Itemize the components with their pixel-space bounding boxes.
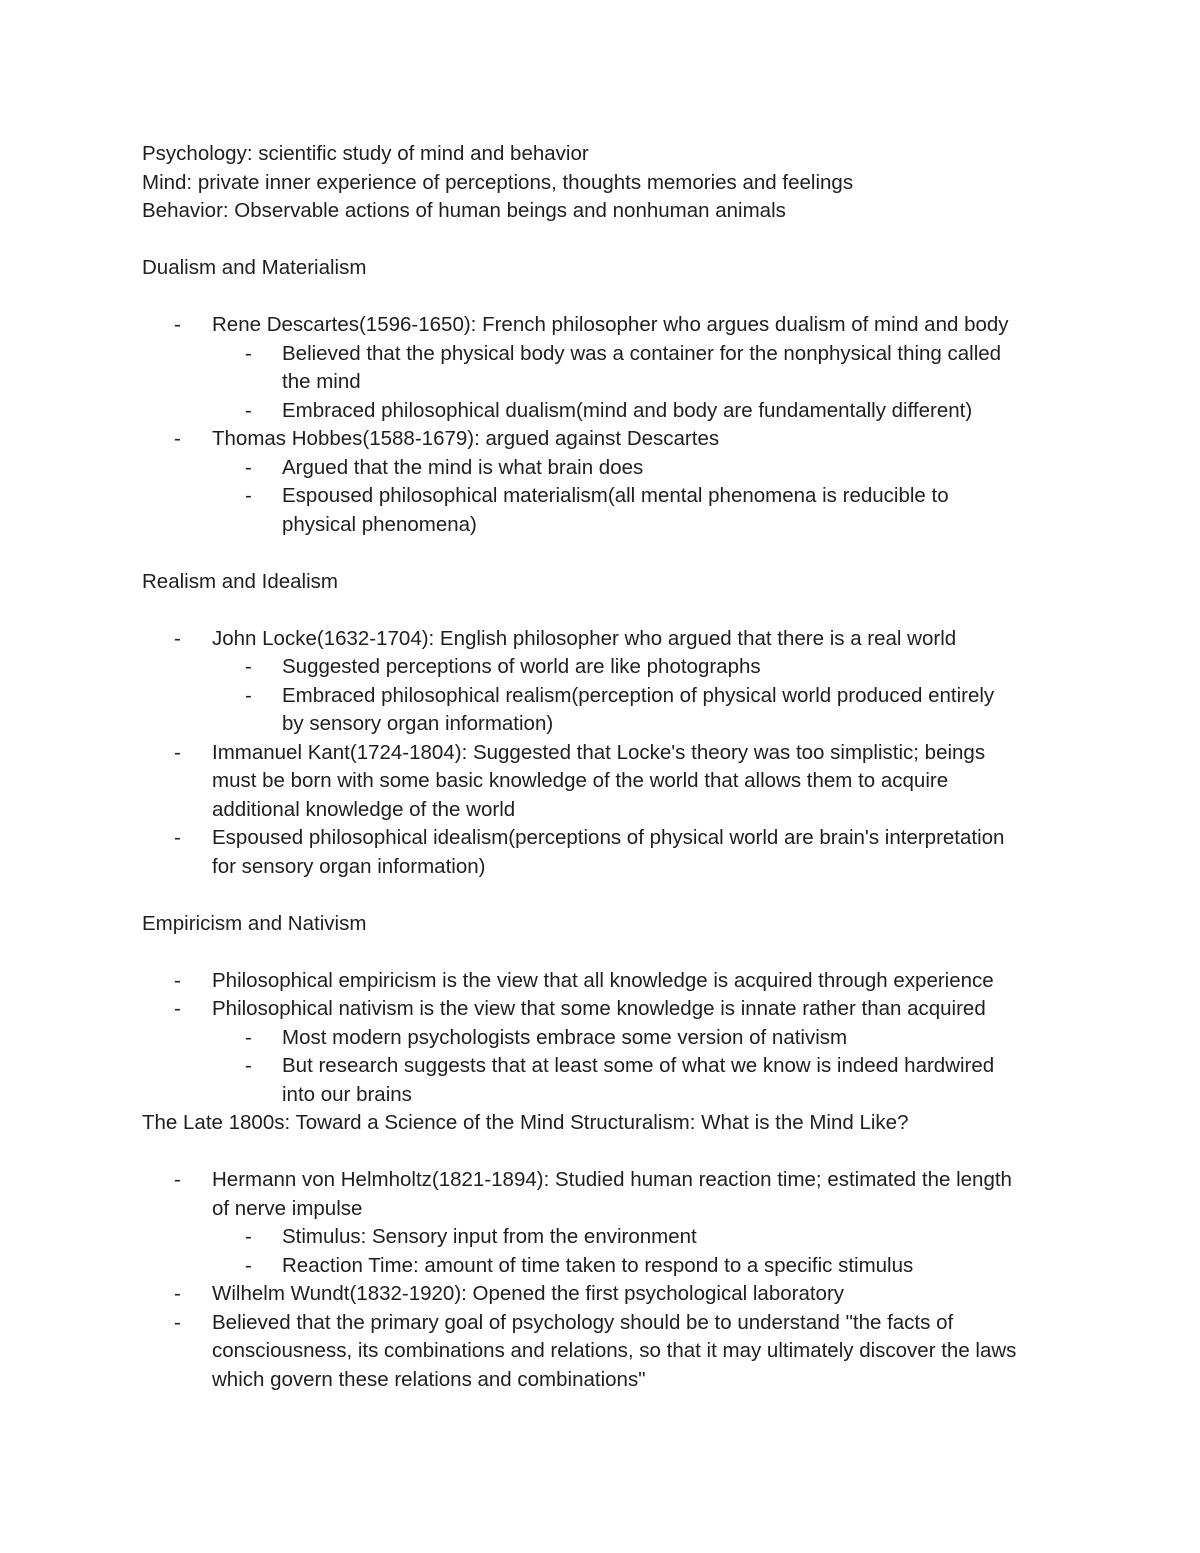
section-heading-dualism: Dualism and Materialism xyxy=(142,256,367,279)
list-item-text: Suggested perceptions of world are like photographs xyxy=(282,655,761,678)
list-item-continuation: additional knowledge of the world xyxy=(212,797,516,821)
bullet-dash: - xyxy=(245,1253,252,1277)
list-item xyxy=(142,653,1072,682)
list-item xyxy=(142,1280,1072,1309)
spacer xyxy=(142,226,1072,255)
list-item-text: Immanuel Kant(1724-1804): Suggested that Locke's theory was too simplistic; beings xyxy=(212,740,986,764)
document-page xyxy=(142,140,1072,1394)
bullet-dash: - xyxy=(245,341,252,365)
list-item-continuation: physical phenomena) xyxy=(282,512,477,536)
list-item xyxy=(142,967,1072,996)
list-item-text: Embraced philosophical dualism(mind and body are fundamentally different) xyxy=(282,398,973,422)
list-item-text: John Locke(1632-1704): English philosopher who argued that there is a real world xyxy=(212,626,957,650)
bullet-dash: - xyxy=(174,626,181,650)
section-heading-empiricism: Empiricism and Nativism xyxy=(142,911,367,935)
list-item-continuation: of nerve impulse xyxy=(212,1196,363,1220)
list-item-text: Most modern psychologists embrace some version of nativism xyxy=(282,1025,848,1049)
list-item-text: Embraced philosophical realism(perception of physical world produced entirely xyxy=(282,683,995,707)
bullet-dash: - xyxy=(174,1282,181,1305)
list-item-text: Reaction Time: amount of time taken to respond to a specific stimulus xyxy=(282,1253,914,1277)
bullet-dash: - xyxy=(245,1054,252,1077)
list-item-continuation: by sensory organ information) xyxy=(282,712,554,735)
list-item-continuation: must be born with some basic knowledge of the world that allows them to acquire xyxy=(212,769,949,792)
list-item-continuation: which govern these relations and combinations" xyxy=(212,1367,646,1391)
list-item-text: Espoused philosophical idealism(perceptions of physical world are brain's interpretation xyxy=(212,826,1005,849)
list-item-continuation: the mind xyxy=(282,370,361,393)
list-item xyxy=(142,1223,1072,1252)
list-item xyxy=(142,682,1072,711)
list-item-text: Stimulus: Sensory input from the environment xyxy=(282,1225,697,1248)
list-item xyxy=(142,1024,1072,1053)
list-item xyxy=(142,397,1072,426)
list-item xyxy=(142,625,1072,654)
list-item xyxy=(142,995,1072,1024)
list-item-text: Hermann von Helmholtz(1821-1894): Studied human reaction time; estimated the length xyxy=(212,1168,1012,1191)
bullet-dash: - xyxy=(245,683,252,707)
list-item xyxy=(142,824,1072,853)
list-item-text: But research suggests that at least some of what we know is indeed hardwired xyxy=(282,1054,995,1077)
list-item xyxy=(142,1252,1072,1281)
list-item-text: Argued that the mind is what brain does xyxy=(282,455,644,479)
list-item xyxy=(142,340,1072,369)
bullet-dash: - xyxy=(174,1168,181,1191)
list-item xyxy=(142,311,1072,340)
bullet-dash: - xyxy=(245,484,252,507)
spacer xyxy=(142,596,1072,625)
list-item xyxy=(142,1166,1072,1195)
bullet-dash: - xyxy=(174,997,181,1020)
bullet-dash: - xyxy=(245,455,252,479)
definition-psychology: Psychology: scientific study of mind and behavior xyxy=(142,142,589,165)
bullet-dash: - xyxy=(245,398,252,422)
section-heading-late-1800s: The Late 1800s: Toward a Science of the Mind Structuralism: What is the Mind Like? xyxy=(142,1111,909,1134)
list-item-text: Espoused philosophical materialism(all mental phenomena is reducible to xyxy=(282,484,949,507)
bullet-dash: - xyxy=(174,1310,181,1334)
bullet-dash: - xyxy=(245,655,252,678)
list-item xyxy=(142,1052,1072,1081)
bullet-dash: - xyxy=(245,1025,252,1049)
spacer xyxy=(142,881,1072,910)
list-item-continuation: for sensory organ information) xyxy=(212,854,486,878)
list-item-text: Rene Descartes(1596-1650): French philosopher who argues dualism of mind and body xyxy=(212,313,1009,336)
spacer xyxy=(142,539,1072,568)
list-item-text: Philosophical nativism is the view that some knowledge is innate rather than acquired xyxy=(212,997,986,1020)
list-item-text: Thomas Hobbes(1588-1679): argued against Descartes xyxy=(212,427,720,450)
list-item-text: Wilhelm Wundt(1832-1920): Opened the first psychological laboratory xyxy=(212,1282,845,1305)
bullet-dash: - xyxy=(174,740,181,764)
list-item-text: Believed that the physical body was a container for the nonphysical thing called xyxy=(282,341,1002,365)
bullet-dash: - xyxy=(174,968,181,992)
spacer xyxy=(142,1138,1072,1167)
bullet-dash: - xyxy=(245,1225,252,1248)
bullet-dash: - xyxy=(174,313,181,336)
definition-mind: Mind: private inner experience of perceptions, thoughts memories and feelings xyxy=(142,170,854,194)
list-item xyxy=(142,739,1072,768)
list-item-text: Believed that the primary goal of psychology should be to understand "the facts of xyxy=(212,1310,954,1334)
list-item-continuation: consciousness, its combinations and relations, so that it may ultimately discover the laws xyxy=(212,1339,1017,1362)
list-item-text: Philosophical empiricism is the view that all knowledge is acquired through experience xyxy=(212,968,994,992)
spacer xyxy=(142,938,1072,967)
spacer xyxy=(142,283,1072,312)
bullet-dash: - xyxy=(174,427,181,450)
list-item xyxy=(142,425,1072,454)
definition-behavior: Behavior: Observable actions of human beings and nonhuman animals xyxy=(142,199,786,222)
list-item-continuation: into our brains xyxy=(282,1082,412,1106)
list-item xyxy=(142,1309,1072,1338)
list-item xyxy=(142,454,1072,483)
list-item xyxy=(142,482,1072,511)
bullet-dash: - xyxy=(174,826,181,849)
section-heading-realism: Realism and Idealism xyxy=(142,569,338,593)
